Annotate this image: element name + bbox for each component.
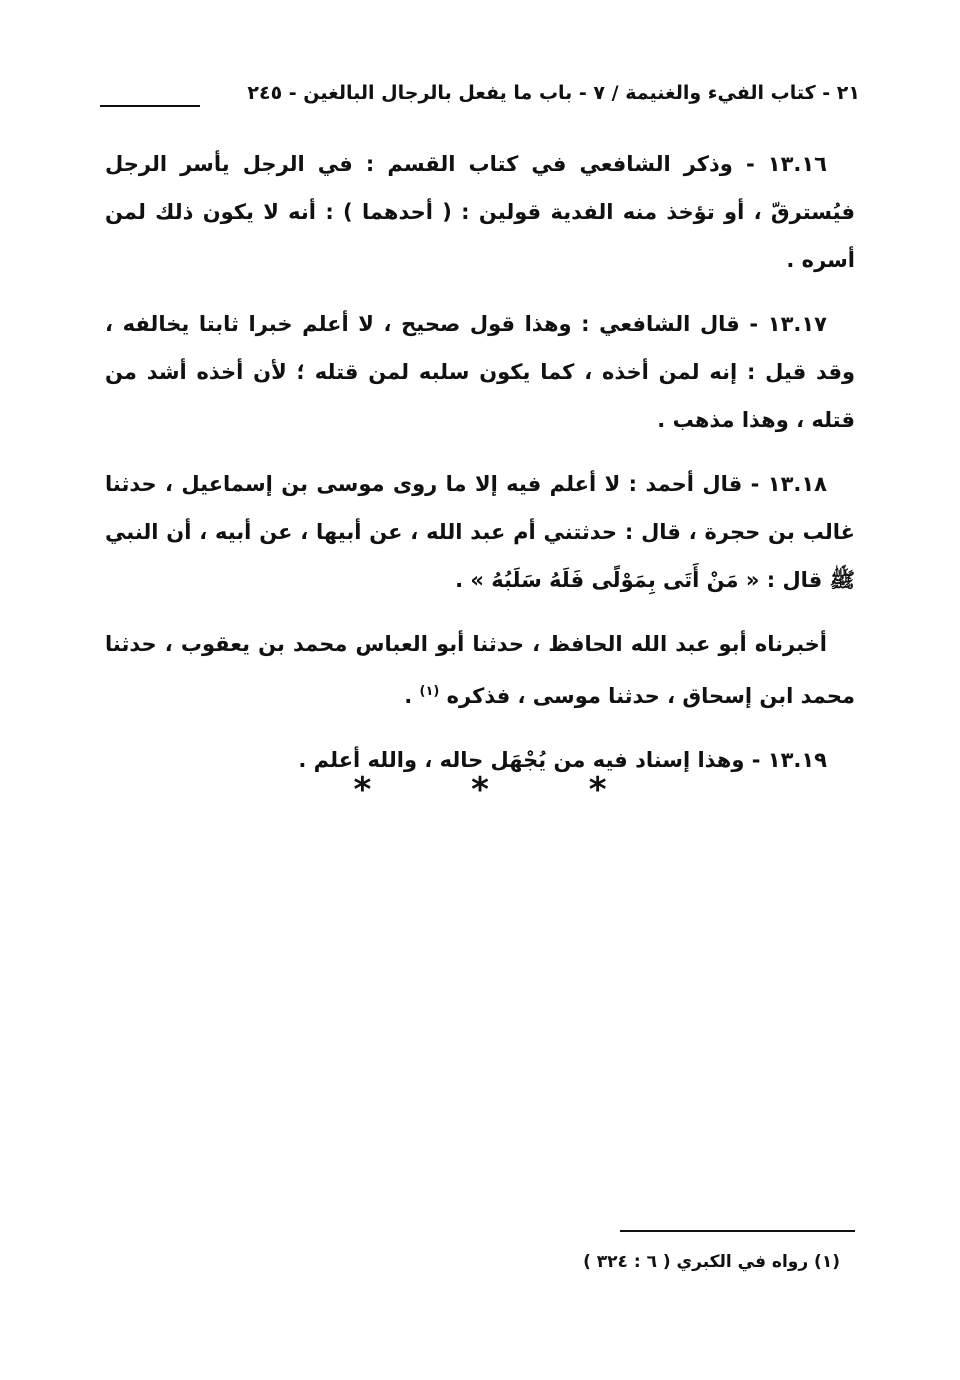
- paragraph-13-16: ١٣.١٦ - وذكر الشافعي في كتاب القسم : في الرجل يأسر الرجل فيُسترقّ ، أو تؤخذ منه الفدية قولين : ( أحدهما ) : أنه لا يكون ذلك لمن أسره .: [105, 152, 855, 272]
- separator-star: *: [353, 770, 372, 810]
- page-header: [100, 80, 860, 120]
- paragraph-13-17: ١٣.١٧ - قال الشافعي : وهذا قول صحيح ، لا أعلم خبرا ثابتا يخالفه ، وقد قيل : إنه لمن أخذه ، كما يكون سلبه لمن قتله ؛ لأن أخذه أشد من قتله ، وهذا مذهب .: [105, 312, 855, 432]
- footnote-reference: (١): [419, 684, 440, 699]
- paragraph-isnad: [105, 620, 855, 720]
- section-separator: [0, 770, 960, 810]
- separator-star: *: [471, 770, 489, 810]
- footnote-rule: [620, 1230, 855, 1232]
- isnad-tail: .: [404, 684, 420, 708]
- main-text: [105, 140, 855, 800]
- paragraph-13-18: ١٣.١٨ - قال أحمد : لا أعلم فيه إلا ما روى موسى بن إسماعيل ، حدثنا غالب بن حجرة ، قال : حدثتني أم عبد الله ، عن أبيها ، عن أبيه ، أن النبي ﷺ قال : « مَنْ أَتَى بِمَوْلًى فَلَهُ سَلَبُهُ » .: [105, 472, 855, 592]
- paragraph-13-19: ١٣.١٩ - وهذا إسناد فيه من يُجْهَل حاله ، والله أعلم .: [298, 748, 827, 772]
- isnad-text: أخبرناه أبو عبد الله الحافظ ، حدثنا أبو العباس محمد بن يعقوب ، حدثنا محمد ابن إسحاق ، حدثنا موسى ، فذكره: [105, 632, 855, 708]
- running-title: ٢١ - كتاب الفيء والغنيمة / ٧ - باب ما يفعل بالرجال البالغين - ٢٤٥: [247, 82, 860, 104]
- separator-star: *: [588, 770, 607, 810]
- footnote-1: (١) رواه في الكبري ( ٦ : ٣٢٤ ): [583, 1252, 840, 1272]
- header-rule: [100, 105, 200, 107]
